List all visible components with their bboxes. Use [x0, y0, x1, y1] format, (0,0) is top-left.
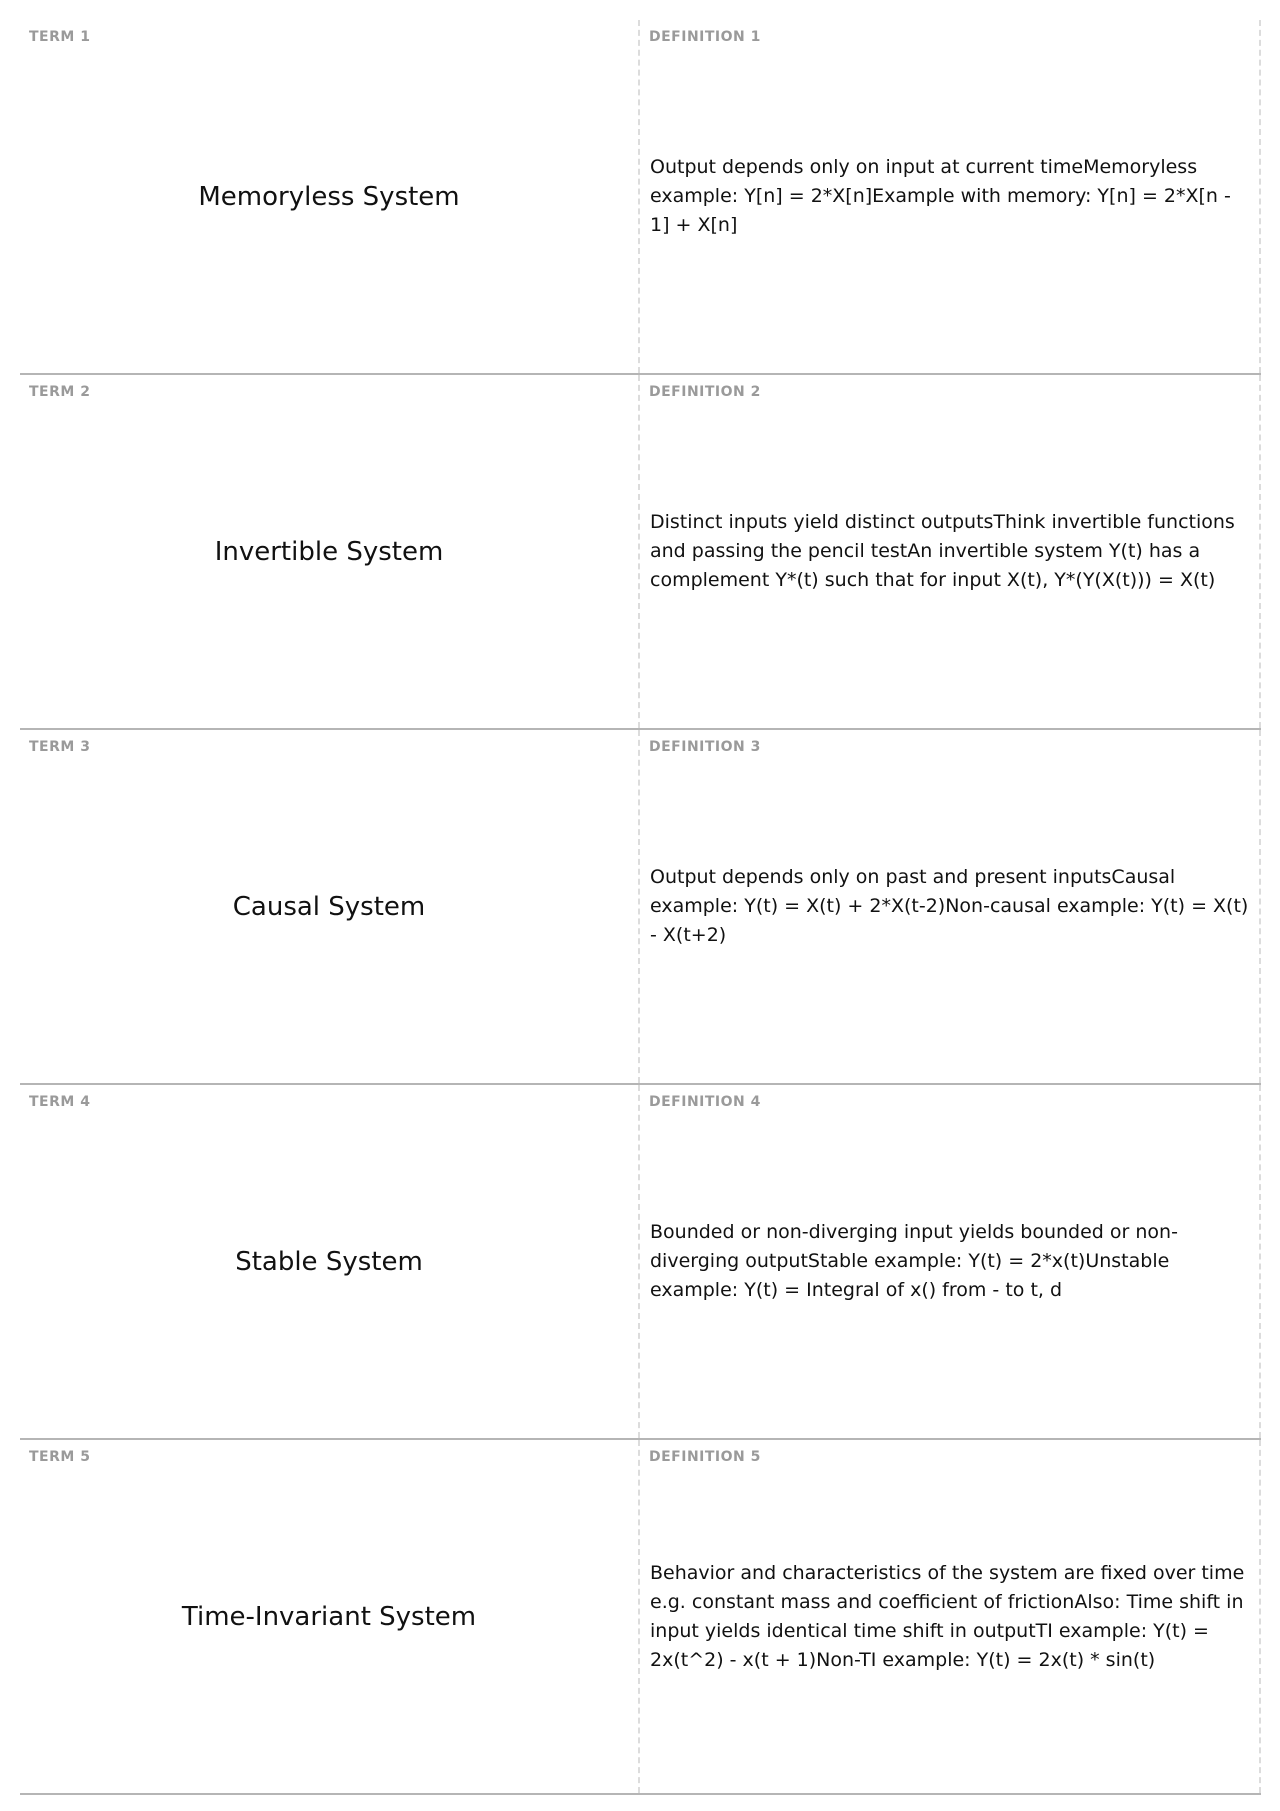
term-label: TERM 5 [29, 1449, 91, 1465]
flashcard-row-2 [20, 375, 1261, 730]
flashcard-row-5 [20, 1440, 1261, 1795]
definition-text: Output depends only on past and present inputsCausal example: Y(t) = X(t) + 2*X(t-2)Non-causal example: Y(t) = X(t) - X(t+2) [650, 866, 1249, 946]
term-label: TERM 2 [29, 384, 91, 400]
definition-text: Distinct inputs yield distinct outputsThink invertible functions and passing the pencil testAn invertible system Y(t) has a complement Y*(t) such that for input X(t), Y*(Y(X(t))) = X(t) [650, 511, 1235, 591]
definition-cell [640, 20, 1261, 373]
definition-text-wrapper [650, 20, 1249, 373]
flashcard-row-3 [20, 730, 1261, 1085]
term-label: TERM 4 [29, 1094, 91, 1110]
definition-label: DEFINITION 4 [649, 1094, 761, 1110]
term-text: Causal System [232, 891, 426, 922]
flashcard-sheet [20, 20, 1261, 1795]
term-cell [20, 1085, 640, 1438]
definition-cell [640, 1085, 1261, 1438]
definition-label: DEFINITION 1 [649, 29, 761, 45]
definition-text-wrapper [650, 1085, 1249, 1438]
definition-text-wrapper [650, 730, 1249, 1083]
definition-cell [640, 730, 1261, 1083]
definition-cell [640, 375, 1261, 728]
definition-cell [640, 1440, 1261, 1793]
term-text: Time-Invariant System [181, 1601, 477, 1632]
definition-text-wrapper [650, 375, 1249, 728]
definition-text-wrapper [650, 1440, 1249, 1793]
term-label: TERM 1 [29, 29, 91, 45]
term-cell [20, 20, 640, 373]
term-text: Invertible System [214, 536, 444, 567]
definition-text: Output depends only on input at current timeMemoryless example: Y[n] = 2*X[n]Example with memory: Y[n] = 2*X[n - 1] + X[n] [650, 156, 1231, 236]
term-cell [20, 375, 640, 728]
flashcard-row-4 [20, 1085, 1261, 1440]
term-text: Memoryless System [198, 181, 460, 212]
term-label: TERM 3 [29, 739, 91, 755]
term-text: Stable System [235, 1246, 423, 1277]
definition-text: Bounded or non-diverging input yields bounded or non-diverging outputStable example: Y(t) = 2*x(t)Unstable example: Y(t) = Integral of x() from - to t, d [650, 1221, 1178, 1301]
definition-text: Behavior and characteristics of the system are fixed over time e.g. constant mass and coefficient of frictionAlso: Time shift in input yields identical time shift in outputTI example: Y(t) = 2x(t^2) - x(t + 1)Non-TI example: Y(t) = 2x(t) * sin(t) [650, 1561, 1245, 1671]
definition-label: DEFINITION 3 [649, 739, 761, 755]
flashcard-row-1 [20, 20, 1261, 375]
term-cell [20, 1440, 640, 1793]
definition-label: DEFINITION 5 [649, 1449, 761, 1465]
term-cell [20, 730, 640, 1083]
definition-label: DEFINITION 2 [649, 384, 761, 400]
